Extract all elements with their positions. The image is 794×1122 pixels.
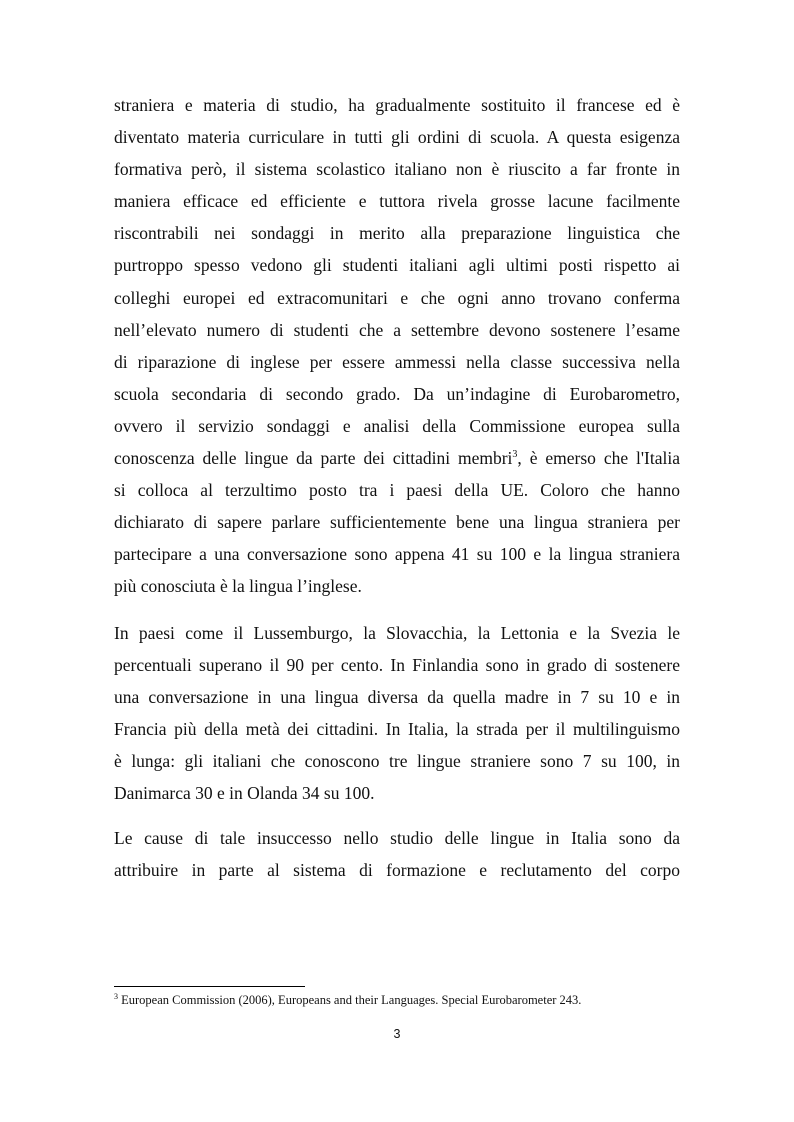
text-line: Francia più della metà dei cittadini. In Italia, la strada per il multilinguismo	[114, 719, 680, 740]
text-line: riscontrabili nei sondaggi in merito alla preparazione linguistica che	[114, 223, 680, 244]
text-line: straniera e materia di studio, ha gradualmente sostituito il francese ed è	[114, 95, 680, 115]
body-paragraph	[114, 822, 680, 886]
body-paragraph	[114, 89, 680, 603]
text-line: percentuali superano il 90 per cento. In Finlandia sono in grado di sostenere	[114, 655, 680, 676]
text-line: dichiarato di sapere parlare sufficientemente bene una lingua straniera per	[114, 512, 680, 533]
text-line: partecipare a una conversazione sono appena 41 su 100 e la lingua straniera	[114, 544, 680, 565]
text-line: si colloca al terzultimo posto tra i paesi della UE. Coloro che hanno	[114, 480, 680, 501]
footnote-marker: 3	[114, 991, 118, 1001]
text-line: Le cause di tale insuccesso nello studio delle lingue in Italia sono da	[114, 828, 680, 848]
footnote	[114, 992, 680, 1008]
footnote-separator	[114, 986, 305, 987]
footnote-reference[interactable]: 3	[512, 449, 518, 461]
text-line: formativa però, il sistema scolastico italiano non è riuscito a far fronte in	[114, 159, 680, 180]
text-line: una conversazione in una lingua diversa da quella madre in 7 su 10 e in	[114, 687, 680, 708]
text-segment: conoscenza delle lingue da parte dei cittadini membri	[114, 448, 513, 469]
text-line: attribuire in parte al sistema di formazione e reclutamento del corpo	[114, 860, 680, 881]
text-line: di riparazione di inglese per essere ammessi nella classe successiva nella	[114, 351, 680, 372]
text-line: Danimarca 30 e in Olanda 34 su 100.	[114, 783, 375, 804]
text-segment: , è emerso che l'Italia	[517, 448, 680, 469]
text-line: diventato materia curriculare in tutti gli ordini di scuola. A questa esigenza	[114, 127, 680, 148]
text-line: ovvero il servizio sondaggi e analisi della Commissione europea sulla	[114, 415, 680, 436]
text-line: purtroppo spesso vedono gli studenti italiani agli ultimi posti rispetto ai	[114, 255, 680, 276]
text-line-with-footnote-ref	[114, 442, 680, 474]
text-line: nell’elevato numero di studenti che a settembre devono sostenere l’esame	[114, 319, 680, 340]
page-number: 3	[393, 1027, 401, 1041]
text-line: è lunga: gli italiani che conoscono tre lingue straniere sono 7 su 100, in	[114, 751, 680, 772]
text-line: più conosciuta è la lingua l’inglese.	[114, 576, 362, 597]
footnote-text: European Commission (2006), Europeans and their Languages. Special Eurobarometer 243.	[118, 993, 582, 1007]
body-paragraph	[114, 617, 680, 810]
text-line: maniera efficace ed efficiente e tuttora rivela grosse lacune facilmente	[114, 191, 680, 212]
text-line: In paesi come il Lussemburgo, la Slovacchia, la Lettonia e la Svezia le	[114, 623, 680, 643]
text-line: colleghi europei ed extracomunitari e che ogni anno trovano conferma	[114, 287, 680, 308]
text-line: scuola secondaria di secondo grado. Da un’indagine di Eurobarometro,	[114, 383, 680, 404]
